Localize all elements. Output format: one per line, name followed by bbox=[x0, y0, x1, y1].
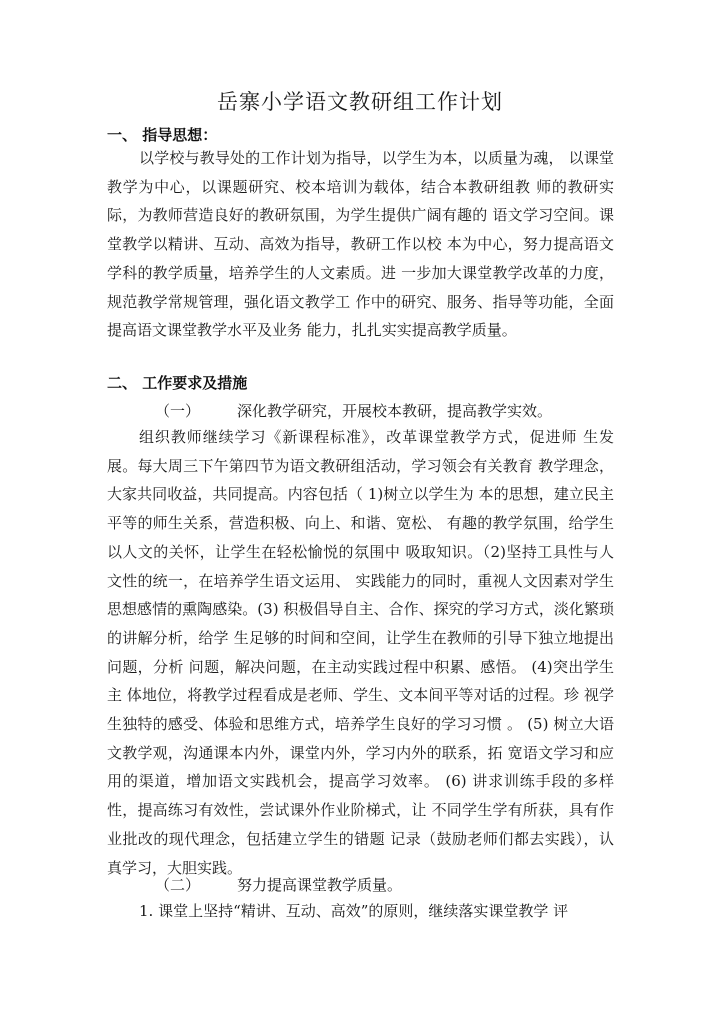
list-item-1: 1. 课堂上坚持“精讲、互动、高效”的原则，继续落实课堂教学 评 bbox=[139, 902, 569, 920]
document-title: 岳寨小学语文教研组工作计划 bbox=[217, 90, 503, 114]
subsection-1-title: 深化教学研究，开展校本教研，提高教学实效。 bbox=[237, 402, 553, 420]
subsection-2-number: （二） bbox=[155, 876, 201, 894]
subsection-1-number: （一） bbox=[155, 402, 201, 420]
section-heading-guiding-ideology: 一、 指导思想： bbox=[107, 126, 218, 144]
subsection-2-title: 努力提高课堂教学质量。 bbox=[237, 876, 403, 894]
guiding-ideology-paragraph: 以学校与教导处的工作计划为指导，以学生为本，以质量为魂， 以课堂教学为中心，以课题研究、校本培训为载体，结合本教研组教 师的教研实际，为教师营造良好的教研氛围，为学生提供广阔有趣的 语文学习空间。课堂教学以精讲、互动、高效为指导，教研工作以校 本为中心，努力提高语文学科的教学质量，培养学生的人文素质。进 一步加大课堂教学改革的力度，规范教学常规管理，强化语文教学工 作中的研究、服务、指导等功能，全面提高语文课堂教学水平及业务 能力，扎扎实实提高教学质量。 bbox=[107, 149, 614, 340]
teaching-research-paragraph: 组织教师继续学习《新课程标准》，改革课堂教学方式，促进师 生发展。每大周三下午第四节为语文教研组活动，学习领会有关教育 教学理念，大家共同收益，共同提高。内容包括（ 1)树立以学生为 本的思想，建立民主平等的师生关系，营造积极、向上、和谐、宽松、 有趣的教学氛围，给学生以人文的关怀，让学生在轻松愉悦的氛围中 吸取知识。（2)坚持工具性与人文性的统一，在培养学生语文运用、 实践能力的同时，重视人文因素对学生思想感情的熏陶感染。(3) 积极倡导自主、合作、探究的学习方式，淡化繁琐的讲解分析，给学 生足够的时间和空间，让学生在教师的引导下独立地提出问题，分析 问题，解决问题，在主动实践过程中积累、感悟。 (4)突出学生主 体地位，将教学过程看成是老师、学生、文本间平等对话的过程。珍 视学生独特的感受、体验和思维方式，培养学生良好的学习习惯 。 (5) 树立大语文教学观，沟通课本内外，课堂内外，学习内外的联系，拓 宽语文学习和应用的渠道，增加语文实践机会，提高学习效率。 (6) 讲求训练手段的多样性，提高练习有效性，尝试课外作业阶梯式，让 不同学生学有所获，具有作业批改的现代理念，包括建立学生的错题 记录（鼓励老师们都去实践），认真学习，大胆实践。 bbox=[107, 428, 614, 877]
section-heading-work-requirements: 二、 工作要求及措施 bbox=[107, 374, 248, 392]
